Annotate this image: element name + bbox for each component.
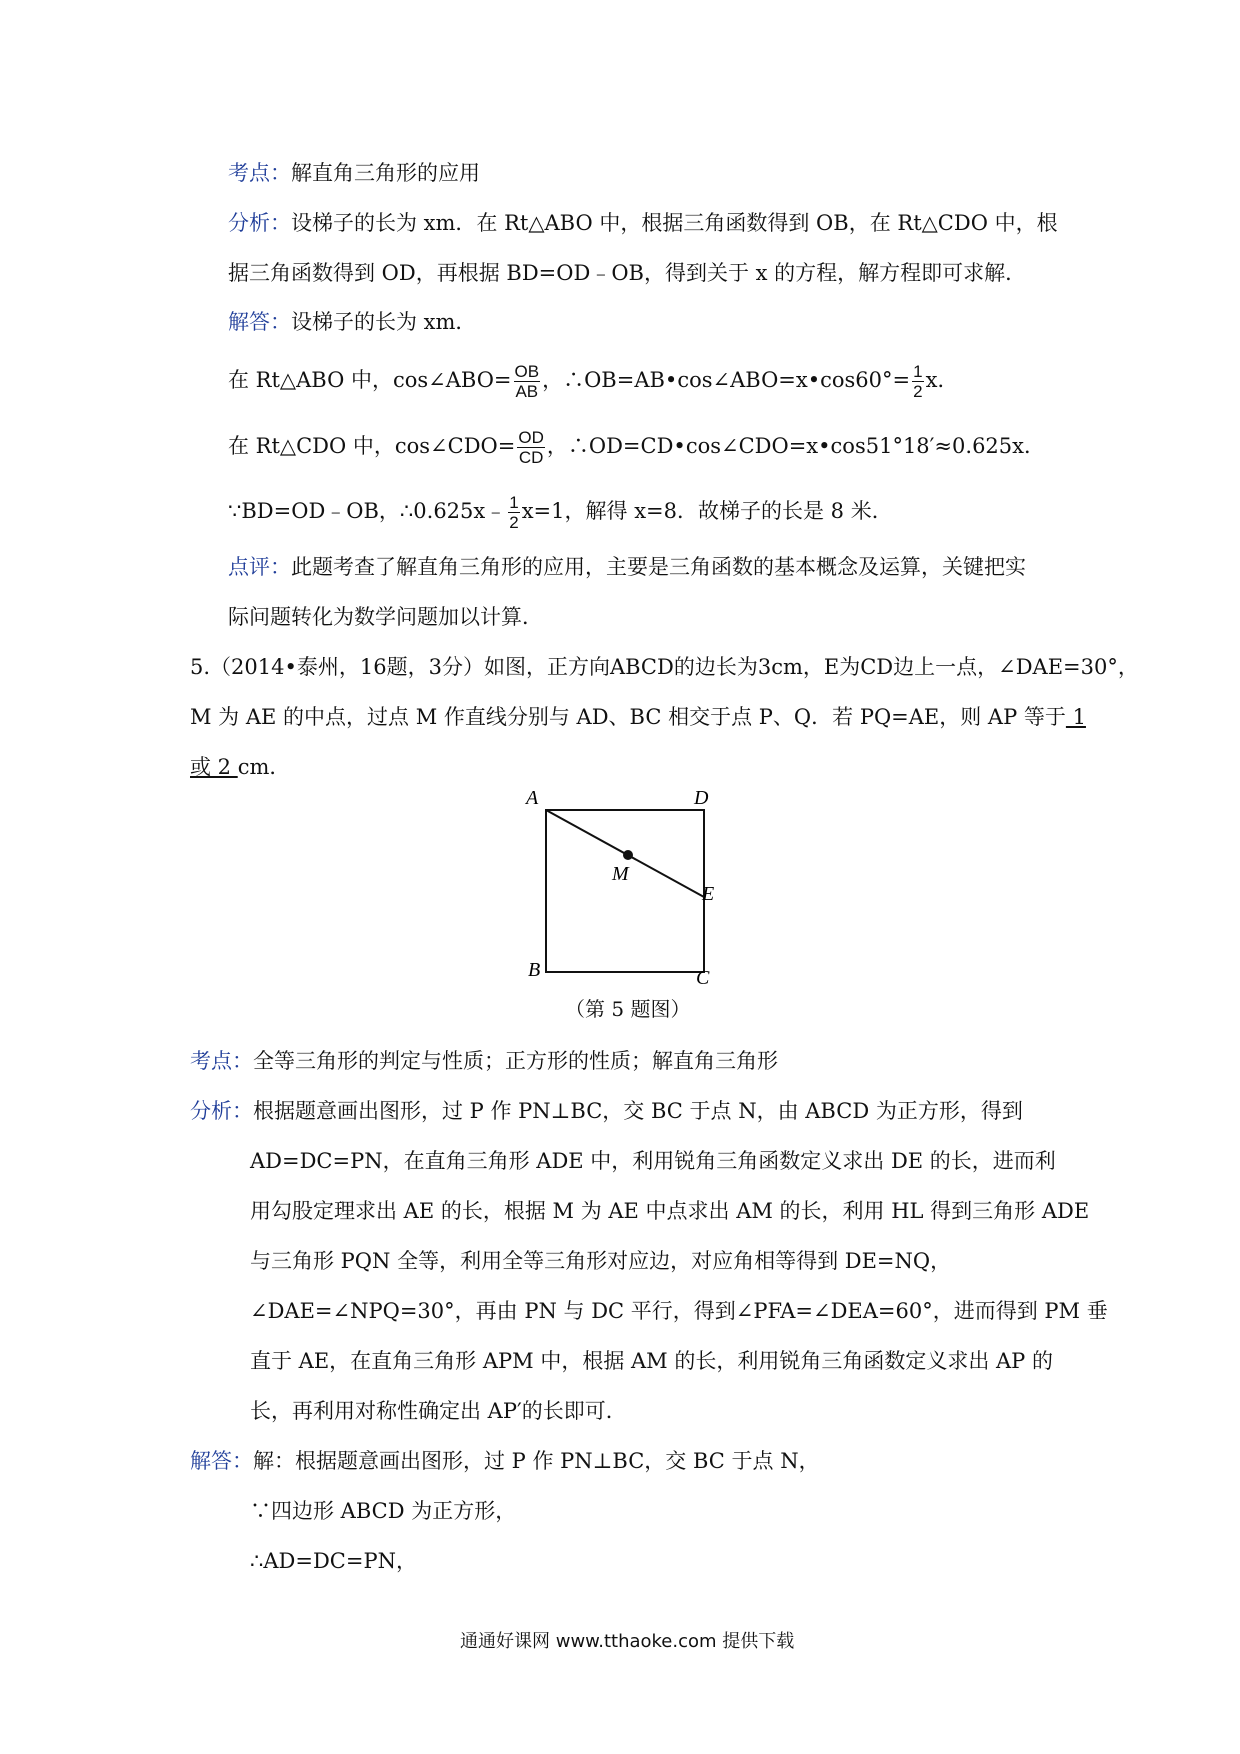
fenxi-line: 用勾股定理求出 AE 的长，根据 M 为 AE 中点求出 AM 的长，利用 HL 得到三角形 ADE [250,1199,1090,1223]
q5-line2-text: M 为 AE 的中点，过点 M 作直线分别与 AD、BC 相交于点 P、Q．若 PQ=AE，则 AP 等于 [190,705,1066,729]
fenxi-label: 分析： [228,211,291,235]
step1-text-a: 在 Rt△ABO 中，cos∠ABO= [228,368,512,392]
kaodian-label: 考点： [190,1049,253,1073]
jieda-line: ∵四边形 ABCD 为正方形， [250,1499,517,1523]
q4-fenxi-line2: 据三角函数得到 OD，再根据 BD=OD﹣OB，得到关于 x 的方程，解方程即可求解． [228,261,1027,285]
step2-text-b: ，∴OD=CD•cos∠CDO=x•cos51°18′≈0.625x． [546,434,1045,458]
jieda-label: 解答： [190,1449,253,1473]
answer-blank-part1: 1 [1065,705,1086,729]
fenxi-line: ∠DAE=∠NPQ=30°，再由 PN 与 DC 平行，得到∠PFA=∠DEA=60°，进而得到 PM 垂 [250,1299,1108,1323]
q5-fenxi [190,1096,1023,1126]
fraction-numerator: OD [518,428,544,447]
fraction-one-half [508,493,519,532]
q4-step2 [228,428,1045,467]
fraction-od-cd [517,428,545,467]
dianping-line1: 此题考查了解直角三角形的应用，主要是三角函数的基本概念及运算，关键把实 [291,555,1026,579]
step1-text-b: ，∴OB=AB•cos∠ABO=x•cos60°= [542,368,911,392]
step2-text-a: 在 Rt△CDO 中，cos∠CDO= [228,434,516,458]
label-e: E [702,883,715,905]
fraction-ob-ab [514,362,541,401]
fenxi-label: 分析： [190,1099,253,1123]
footer-credit: 通通好课网 www.tthaoke.com 提供下载 [460,1631,795,1652]
fraction-numerator: OB [514,362,540,381]
fenxi-line1: 设梯子的长为 xm．在 Rt△ABO 中，根据三角函数得到 OB，在 Rt△CDO 中，根 [291,211,1058,235]
fraction-denominator: 2 [509,513,519,532]
q4-jieda [228,307,476,337]
fraction-denominator: CD [518,448,544,467]
label-c: C [696,967,710,989]
q5-jieda [190,1446,820,1476]
square-abcd [546,810,704,972]
q4-fenxi [228,208,1058,238]
answer-blank-part2: 或 2 [190,755,238,779]
figure-caption: （第 5 题图） [565,997,691,1021]
label-d: D [694,787,709,809]
jieda-line: ∴AD=DC=PN， [250,1549,417,1573]
label-a: A [526,787,539,809]
kaodian-text: 解直角三角形的应用 [291,161,480,185]
fenxi-line: AD=DC=PN，在直角三角形 ADE 中，利用锐角三角函数定义求出 DE 的长，进而利 [250,1149,1056,1173]
point-m [623,850,633,860]
q5-line2 [190,702,1086,732]
fraction-one-half [912,362,923,401]
jieda-text: 设梯子的长为 xm． [291,310,477,334]
jieda-label: 解答： [228,310,291,334]
step3-text-b: x=1，解得 x=8．故梯子的长是 8 米． [521,499,893,523]
q4-dianping [228,552,1026,582]
q5-line1: 5.（2014•泰州，16题，3分）如图，正方向ABCD的边长为3cm，E为CD边上一点，∠DAE=30°， [190,655,1139,679]
q4-step3 [228,493,893,532]
q5-line3 [190,752,290,782]
q4-kaodian [228,158,480,188]
fraction-denominator: 2 [913,382,923,401]
kaodian-text: 全等三角形的判定与性质；正方形的性质；解直角三角形 [253,1049,778,1073]
fraction-numerator: 1 [509,493,519,512]
step1-text-c: x． [925,368,959,392]
q5-kaodian [190,1046,778,1076]
jieda-line: 解：根据题意画出图形，过 P 作 PN⊥BC，交 BC 于点 N， [253,1449,820,1473]
kaodian-label: 考点： [228,161,291,185]
q4-dianping-line2: 际问题转化为数学问题加以计算． [228,605,543,629]
q5-line3-tail: cm． [237,755,291,779]
label-b: B [528,959,541,981]
q4-step1 [228,362,958,401]
dianping-label: 点评： [228,555,291,579]
fenxi-line: 长，再利用对称性确定出 AP′的长即可． [250,1399,627,1423]
fenxi-line: 直于 AE，在直角三角形 APM 中，根据 AM 的长，利用锐角三角函数定义求出 AP 的 [250,1349,1053,1373]
label-m: M [612,863,629,885]
fenxi-line: 根据题意画出图形，过 P 作 PN⊥BC，交 BC 于点 N，由 ABCD 为正方形，得到 [253,1099,1023,1123]
step3-text-a: ∵BD=OD﹣OB，∴0.625x﹣ [228,499,507,523]
fenxi-line: 与三角形 PQN 全等，利用全等三角形对应边，对应角相等得到 DE=NQ， [250,1249,952,1273]
fraction-denominator: AB [515,382,539,401]
fraction-numerator: 1 [913,362,923,381]
square-abcd-figure [520,780,740,995]
